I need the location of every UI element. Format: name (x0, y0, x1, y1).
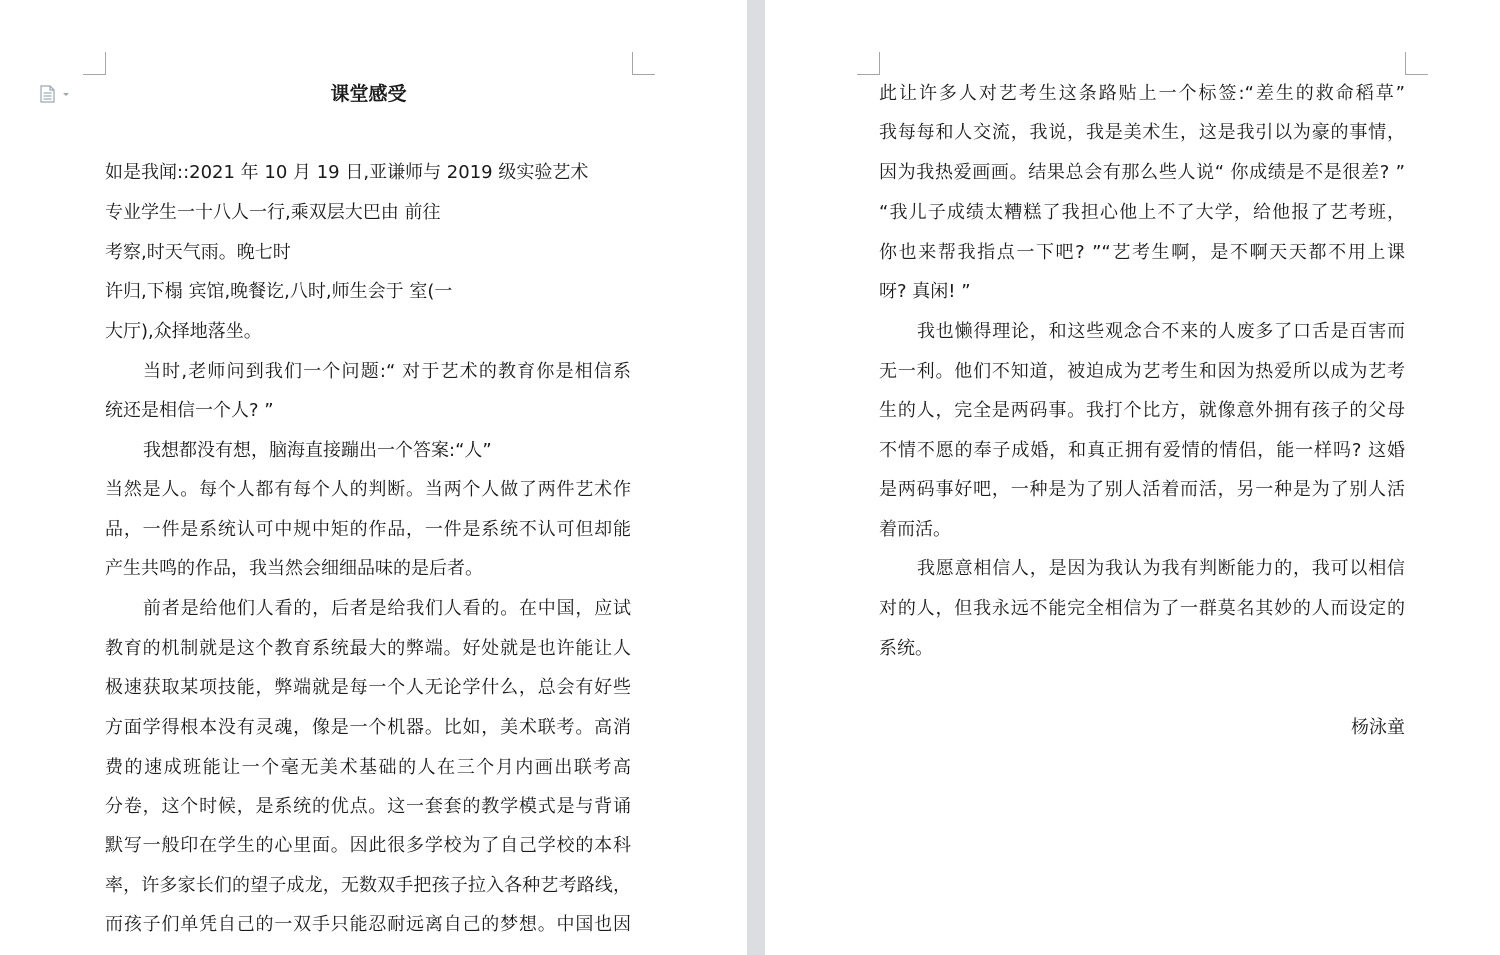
body-line: 我想都没有想，脑海直接蹦出一个答案:“人” (143, 440, 492, 461)
margin-corner-top-left (83, 52, 106, 75)
author-signature: 杨泳童 (1351, 717, 1405, 738)
body-line: 呀? 真闲! ” (879, 281, 971, 302)
body-line: 产生共鸣的作品，我当然会细细品味的是后者。 (105, 558, 483, 579)
page-gutter (747, 0, 765, 955)
body-line: 着而活。 (879, 519, 951, 540)
body-line: 费的速成班能让一个毫无美术基础的人在三个月内画出联考高 (105, 757, 631, 778)
body-line: 默写一般印在学生的心里面。因此很多学校为了自己学校的本科 (105, 835, 631, 856)
body-line: 分卷，这个时候，是系统的优点。这一套套的教学模式是与背诵 (105, 796, 631, 817)
body-line: 对的人，但我永远不能完全相信为了一群莫名其妙的人而设定的 (879, 598, 1405, 619)
body-line: 极速获取某项技能，弊端就是每一个人无论学什么，总会有好些 (105, 677, 631, 698)
margin-corner-top-right (632, 52, 655, 75)
chevron-down-icon (63, 93, 69, 96)
right-page (765, 0, 1500, 955)
margin-corner-top-right (1405, 52, 1428, 75)
document-title: 课堂感受 (330, 83, 407, 105)
document-icon (39, 85, 73, 103)
body-line: 方面学得根本没有灵魂，像是一个机器。比如，美术联考。高消 (105, 717, 631, 738)
body-line: 无一利。他们不知道，被迫成为艺考生和因为热爱所以成为艺考 (879, 361, 1405, 382)
body-line: 专业学生一十八人一行,乘双层大巴由 前往 (105, 202, 441, 223)
body-line: 考察,时天气雨。晚七时 (105, 242, 291, 263)
body-line: 率，许多家长们的望子成龙，无数双手把孩子拉入各种艺考路线， (105, 875, 631, 896)
body-line: 当时,老师问到我们一个问题:“ 对于艺术的教育你是相信系 (143, 361, 631, 382)
body-line: 我也懒得理论，和这些观念合不来的人废多了口舌是百害而 (917, 321, 1405, 342)
body-line: 而孩子们单凭自己的一双手只能忍耐远离自己的梦想。中国也因 (105, 914, 631, 935)
body-line: 品，一件是系统认可中规中矩的作品，一件是系统不认可但却能 (105, 519, 631, 540)
left-page (0, 0, 747, 955)
body-line: 我愿意相信人，是因为我认为我有判断能力的，我可以相信 (917, 558, 1405, 579)
body-line: “我儿子成绩太糟糕了我担心他上不了大学，给他报了艺考班， (879, 202, 1405, 223)
body-line: 许归,下榻 宾馆,晚餐讫,八时,师生会于 室(一 (105, 281, 453, 302)
body-line: 不情不愿的奉子成婚，和真正拥有爱情的情侣，能一样吗? 这婚 (879, 440, 1405, 461)
margin-corner-top-left (857, 52, 880, 75)
body-line: 大厅),众择地落坐。 (105, 321, 262, 342)
document-menu-button[interactable] (39, 85, 73, 103)
body-line: 教育的机制就是这个教育系统最大的弊端。好处就是也许能让人 (105, 638, 631, 659)
body-line: 统还是相信一个人? ” (105, 400, 274, 421)
body-line: 我每每和人交流，我说，我是美术生，这是我引以为豪的事情， (879, 122, 1405, 143)
body-line: 当然是人。每个人都有每个人的判断。当两个人做了两件艺术作 (105, 479, 631, 500)
body-line: 系统。 (879, 638, 933, 659)
body-line: 生的人，完全是两码事。我打个比方，就像意外拥有孩子的父母 (879, 400, 1405, 421)
body-line: 此让许多人对艺考生这条路贴上一个标签:“差生的救命稻草” (879, 83, 1405, 104)
body-line: 前者是给他们人看的，后者是给我们人看的。在中国，应试 (143, 598, 631, 619)
body-line: 如是我闻::2021 年 10 月 19 日,亚谦师与 2019 级实验艺术 (105, 162, 589, 183)
body-line: 因为我热爱画画。结果总会有那么些人说“ 你成绩是不是很差? ” (879, 162, 1405, 183)
body-line: 是两码事好吧，一种是为了别人活着而活，另一种是为了别人活 (879, 479, 1405, 500)
body-line: 你也来帮我指点一下吧? ”“艺考生啊，是不啊天天都不用上课 (879, 242, 1405, 263)
